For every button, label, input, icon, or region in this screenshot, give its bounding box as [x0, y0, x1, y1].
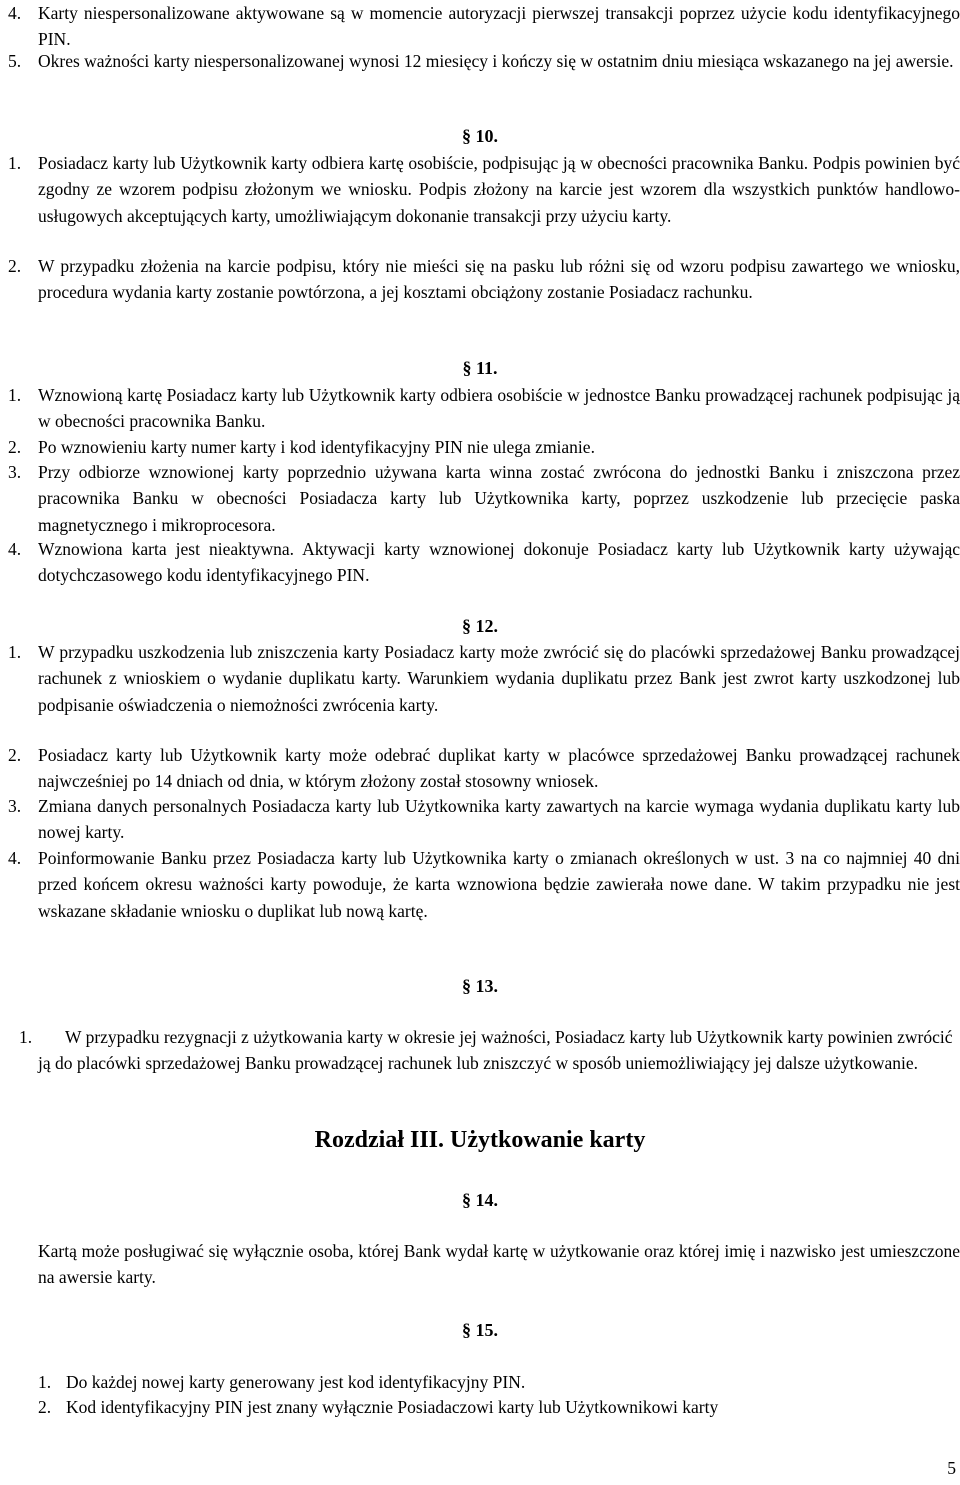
item-text: Wznowiona karta jest nieaktywna. Aktywacji karty wznowionej dokonuje Posiadacz karty lub Użytkownik karty używając dotychczasowego kodu identyfikacyjnego PIN.: [38, 539, 960, 586]
list-item: [0, 845, 960, 924]
list-item: [0, 253, 960, 306]
item-text: W przypadku złożenia na karcie podpisu, który nie mieści się na pasku lub różni się od wzoru podpisu zawartego we wniosku, procedura wydania karty zostanie powtórzona, a jej kosztami obciążony zostanie Posiadacz rachunku.: [38, 256, 960, 303]
chapter-title: Rozdział III. Użytkowanie karty: [314, 1127, 646, 1153]
list-item: [0, 459, 960, 538]
section-heading: § 11.: [462, 358, 498, 378]
item-text: Wznowioną kartę Posiadacz karty lub Użytkownik karty odbiera osobiście w jednostce Banku prowadzącej rachunek podpisując ją w obecności pracownika Banku.: [38, 385, 960, 432]
item-text: Przy odbiorze wznowionej karty poprzednio używana karta winna zostać zwrócona do jednostki Banku i zniszczona przez pracownika Banku w obecności Posiadacza karty lub Użytkownika karty, poprzez uszkodzenie lub przecięcie paska magnetycznego i mikroprocesora.: [38, 462, 960, 535]
item-text: Okres ważności karty niespersonalizowanej wynosi 12 miesięcy i kończy się w ostatnim dniu miesiąca wskazanego na jej awersie.: [38, 51, 954, 71]
list-item: [0, 793, 960, 846]
item-text: W przypadku rezygnacji z użytkowania karty w okresie jej ważności, Posiadacz karty lub Użytkownik karty powinien zwrócić ją do placówki sprzedażowej Banku prowadzącej rachunek lub zniszczyć w sposób uniemożliwiający jej dalsze użytkowanie.: [38, 1027, 953, 1074]
item-number: 3.: [8, 796, 22, 816]
item-number: 2.: [8, 437, 22, 457]
paragraph: Kartą może posługiwać się wyłącznie osoba, której Bank wydał kartę w użytkowanie oraz której imię i nazwisko jest umieszczone na awersie karty.: [38, 1241, 960, 1288]
list-item: [0, 150, 960, 229]
list-item: [0, 1024, 960, 1077]
item-number: 4.: [8, 539, 22, 559]
item-number: 1.: [38, 1372, 52, 1392]
list-item: [0, 48, 960, 74]
item-number: 4.: [8, 848, 22, 868]
list-item: [0, 1369, 960, 1395]
item-text: W przypadku uszkodzenia lub zniszczenia karty Posiadacz karty może zwrócić się do placówki sprzedażowej Banku prowadzącej rachunek z wnioskiem o wydanie duplikatu karty. Warunkiem wydania duplikatu przez Bank jest zwrot karty uszkodzonej lub podpisanie oświadczenia o niemożności zwrócenia karty.: [38, 642, 960, 715]
item-number: 1.: [19, 1027, 33, 1047]
item-text: Karty niespersonalizowane aktywowane są w momencie autoryzacji pierwszej transakcji poprzez użycie kodu identyfikacyjnego PIN.: [38, 3, 960, 50]
item-text: Do każdej nowej karty generowany jest kod identyfikacyjny PIN.: [66, 1372, 526, 1392]
item-number: 1.: [8, 153, 22, 173]
list-item: [0, 639, 960, 718]
item-number: 2.: [8, 256, 22, 276]
list-item: [0, 536, 960, 589]
item-number: 1.: [8, 642, 22, 662]
list-item: [0, 382, 960, 435]
item-text: Zmiana danych personalnych Posiadacza karty lub Użytkownika karty zawartych na karcie wymaga wydania duplikatu karty lub nowej karty.: [38, 796, 960, 843]
item-number: 2.: [8, 745, 22, 765]
list-item: [0, 1394, 960, 1420]
item-number: 2.: [38, 1397, 52, 1417]
section-heading: § 13.: [462, 976, 498, 996]
item-number: 5.: [8, 51, 22, 71]
list-item: [0, 434, 960, 460]
list-item: [0, 742, 960, 795]
section-heading: § 12.: [462, 616, 498, 636]
item-text: Posiadacz karty lub Użytkownik karty może odebrać duplikat karty w placówce sprzedażowej Banku prowadzącej rachunek najwcześniej po 14 dniach od dnia, w którym złożony został stosowny wniosek.: [38, 745, 960, 792]
item-number: 4.: [8, 3, 22, 23]
section-heading: § 15.: [462, 1320, 498, 1340]
item-text: Poinformowanie Banku przez Posiadacza karty lub Użytkownika karty o zmianach określonych w ust. 3 na co najmniej 40 dni przed końcem okresu ważności karty powoduje, że karta wznowiona będzie zawierała nowe dane. W takim przypadku nie jest wskazane składanie wniosku o duplikat lub nową kartę.: [38, 848, 960, 921]
list-item: [0, 0, 960, 53]
section-heading: § 10.: [462, 126, 498, 146]
section-heading: § 14.: [462, 1190, 498, 1210]
item-text: Posiadacz karty lub Użytkownik karty odbiera kartę osobiście, podpisując ją w obecności pracownika Banku. Podpis powinien być zgodny ze wzorem podpisu złożonym we wniosku. Podpis złożony na karcie jest wzorem dla wszystkich punktów handlowo-usługowych akceptujących karty, umożliwiającym dokonanie transakcji przy użyciu karty.: [38, 153, 960, 226]
item-text: Po wznowieniu karty numer karty i kod identyfikacyjny PIN nie ulega zmianie.: [38, 437, 595, 457]
item-number: 1.: [8, 385, 22, 405]
item-number: 3.: [8, 462, 22, 482]
item-text: Kod identyfikacyjny PIN jest znany wyłącznie Posiadaczowi karty lub Użytkownikowi karty: [66, 1397, 719, 1417]
page-number: 5: [947, 1458, 956, 1478]
